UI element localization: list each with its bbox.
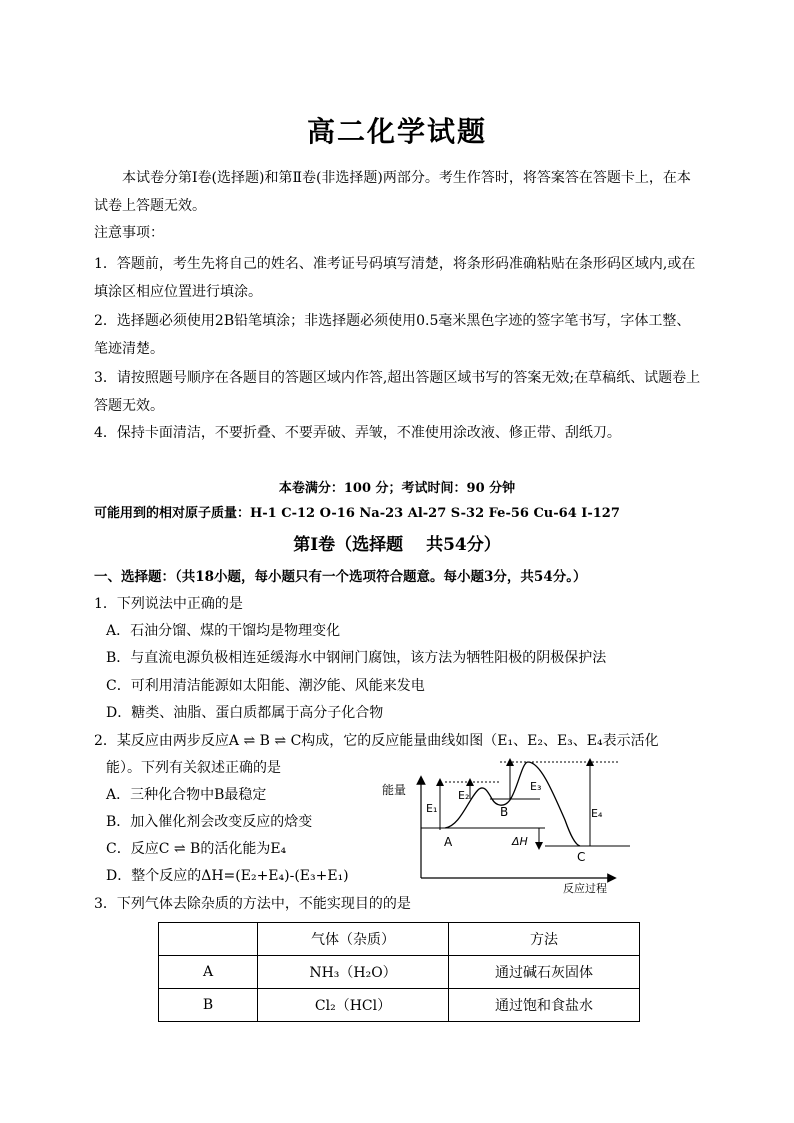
intro-paragraph: 本试卷分第Ⅰ卷(选择题)和第Ⅱ卷(非选择题)两部分。考生作答时，将答案答在答题卡上，在本试卷上答题无效。: [94, 170, 691, 214]
q2-option-c: C．反应C ⇌ B的活化能为E₄: [106, 841, 287, 857]
table-cell: B: [159, 989, 258, 1022]
q2-option-a: A．三种化合物中B最稳定: [106, 787, 267, 803]
note-2: 2．选择题必须使用2B铅笔填涂；非选择题必须使用0.5毫米黑色字迹的签字笔书写，字体工整、笔迹清楚。: [94, 313, 691, 357]
energy-curve: [445, 762, 580, 846]
table-header-cell: [159, 923, 258, 956]
table-cell: 通过碱石灰固体: [449, 956, 640, 989]
q3-stem: 3．下列气体去除杂质的方法中，不能实现目的的是: [94, 896, 411, 912]
table-header-cell: 方法: [449, 923, 640, 956]
q2-stem-line1: 2．某反应由两步反应A ⇌ B ⇌ C构成，它的反应能量曲线如图（E₁、E₂、E₃、E₄表示活化: [94, 733, 659, 749]
q1-option-b: B．与直流电源负极相连延缓海水中钢闸门腐蚀，该方法为牺牲阳极的阴极保护法: [106, 650, 607, 666]
notes-heading: 注意事项：: [94, 225, 164, 241]
table-row: [159, 956, 640, 989]
q3-table: [158, 922, 640, 1022]
exam-info: 本卷满分：100 分；考试时间：90 分钟: [278, 481, 516, 496]
label-c: C: [577, 850, 586, 864]
label-e3: E₃: [530, 780, 542, 793]
table-header-row: [159, 923, 640, 956]
note-1: 1．答题前，考生先将自己的姓名、准考证号码填写清楚，将条形码准确粘贴在条形码区域内,或在填涂区相应位置进行填涂。: [94, 256, 696, 300]
q1-option-d: D．糖类、油脂、蛋白质都属于高分子化合物: [106, 705, 384, 721]
q1-option-a: A．石油分馏、煤的干馏均是物理变化: [106, 623, 341, 639]
label-dh: ΔH: [512, 835, 528, 848]
q1-stem: 1．下列说法中正确的是: [94, 596, 243, 612]
table-cell: Cl₂（HCl）: [258, 989, 449, 1022]
label-e2: E₂: [458, 789, 470, 802]
table-header-cell: 气体（杂质）: [258, 923, 449, 956]
table-cell: A: [159, 956, 258, 989]
y-axis-label: 能量: [382, 783, 407, 797]
q1-option-c: C．可利用清洁能源如太阳能、潮汐能、风能来发电: [106, 678, 425, 694]
note-4: 4．保持卡面清洁，不要折叠、不要弄破、弄皱，不准使用涂改液、修正带、刮纸刀。: [94, 425, 621, 441]
q2-option-b: B．加入催化剂会改变反应的焓变: [106, 814, 313, 830]
table-row: [159, 989, 640, 1022]
energy-diagram: [370, 755, 630, 895]
label-a: A: [444, 835, 453, 849]
label-e1: E₁: [426, 802, 438, 815]
part1-title: 第Ⅰ卷（选择题 共54分）: [293, 535, 501, 555]
section1-heading: 一、选择题：（共18小题，每小题只有一个选项符合题意。每小题3分，共54分。）: [94, 569, 587, 585]
q2-stem-line2: 能）。下列有关叙述正确的是: [106, 760, 281, 776]
table-cell: 通过饱和食盐水: [449, 989, 640, 1022]
x-axis-label: 反应过程: [563, 882, 607, 895]
label-b: B: [500, 805, 509, 819]
table-cell: NH₃（H₂O）: [258, 956, 449, 989]
page-title: 高二化学试题: [306, 115, 487, 148]
atomic-masses: 可能用到的相对原子质量：H-1 C-12 O-16 Na-23 Al-27 S-32 Fe-56 Cu-64 I-127: [94, 506, 620, 521]
note-3: 3．请按照题号顺序在各题目的答题区域内作答,超出答题区域书写的答案无效;在草稿纸、试题卷上答题无效。: [94, 370, 701, 414]
q2-option-d: D．整个反应的ΔH=(E₂+E₄)-(E₃+E₁): [106, 868, 349, 884]
label-e4: E₄: [591, 807, 603, 820]
